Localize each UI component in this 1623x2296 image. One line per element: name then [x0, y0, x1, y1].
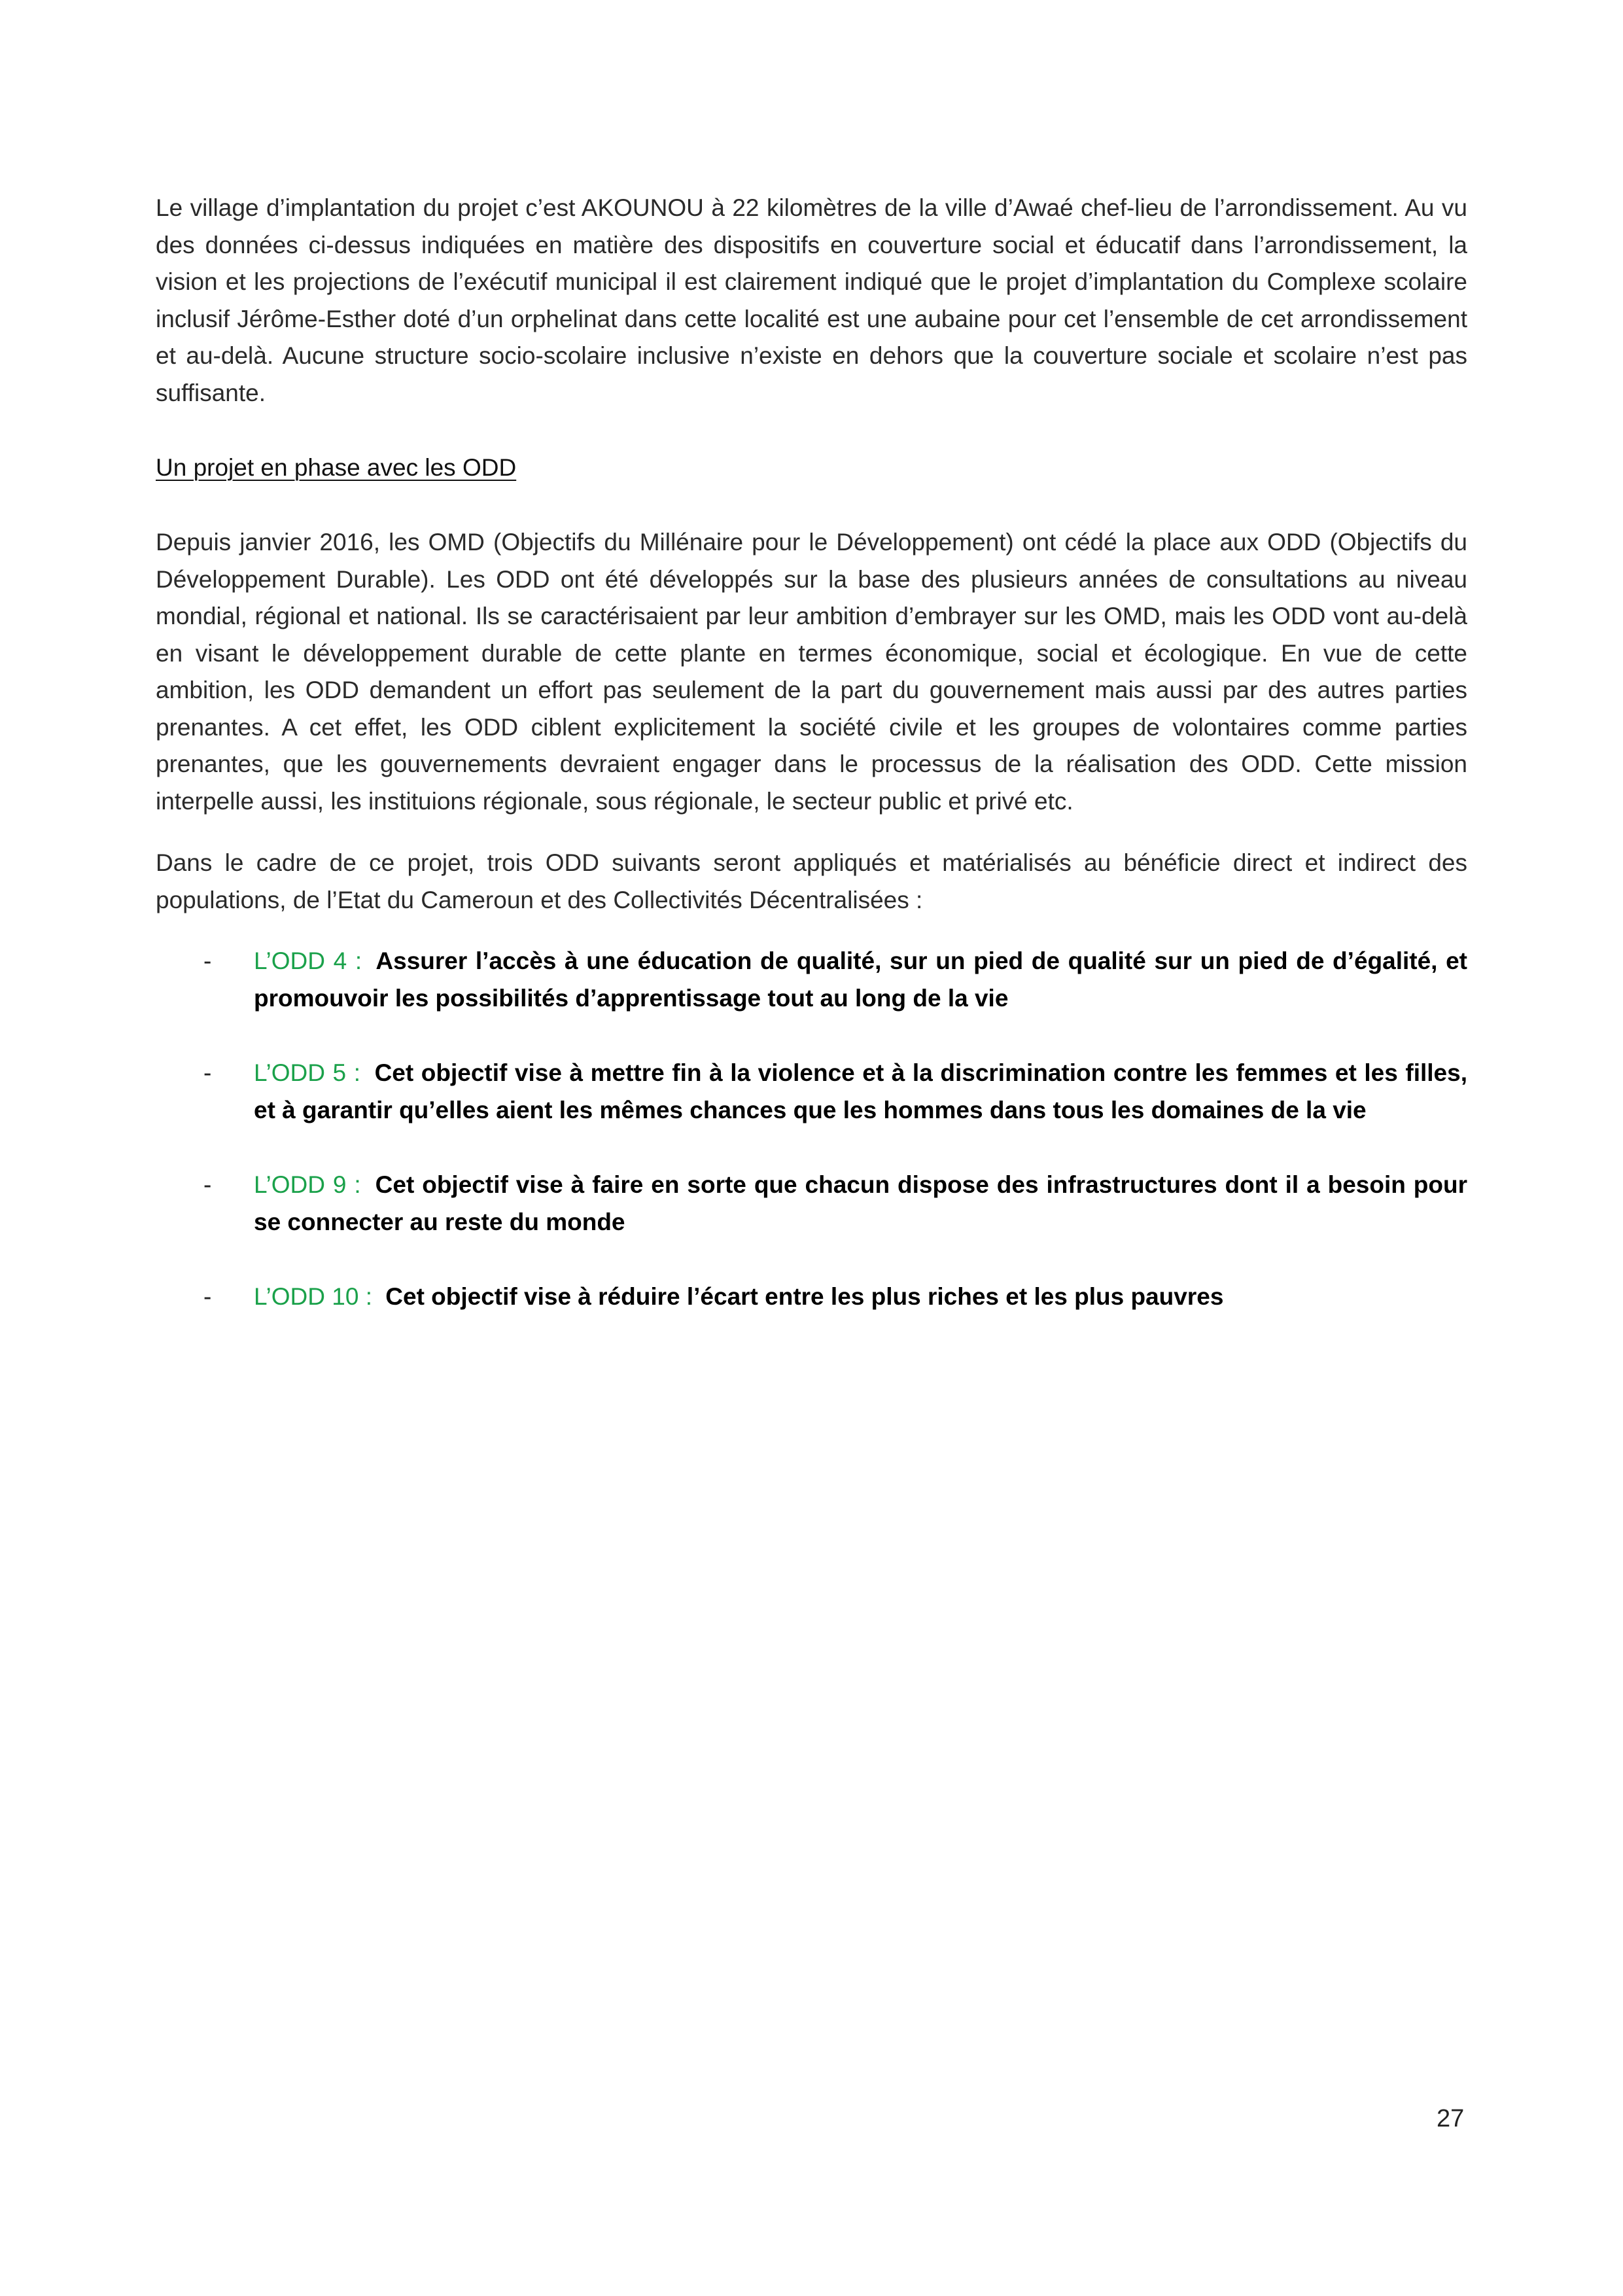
odd-code-label: L’ODD 4 :	[254, 947, 362, 974]
intro-paragraph: Le village d’implantation du projet c’est AKOUNOU à 22 kilomètres de la ville d’Awaé chef-lieu de l’arrondissement. Au vu des données ci-dessus indiquées en matière des dispositifs en couverture social et éducatif dans l’arrondissement, la vision et les projections de l’exécutif municipal il est clairement indiqué que le projet d’implantation du Complexe scolaire inclusif Jérôme-Esther doté d’un orphelinat dans cette localité est une aubaine pour cet l’ensemble de cet arrondissement et au-delà. Aucune structure socio-scolaire inclusive n’existe en dehors que la couverture sociale et scolaire n’est pas suffisante.	[156, 194, 1467, 406]
odd-description: Assurer l’accès à une éducation de qualité, sur un pied de qualité sur un pied de d’égalité, et promouvoir les possibilités d’apprentissage tout au long de la vie	[254, 947, 1467, 1012]
odd-description: Cet objectif vise à faire en sorte que chacun dispose des infrastructures dont il a besoin pour se connecter au reste du monde	[254, 1171, 1468, 1235]
odd-list	[156, 942, 1467, 1315]
list-dash: -	[203, 1171, 212, 1198]
odd-list-item-5	[156, 1054, 1467, 1129]
section-heading: Un projet en phase avec les ODD	[156, 454, 517, 481]
page-number: 27	[1437, 2105, 1465, 2132]
odd-code-label: L’ODD 5 :	[254, 1059, 360, 1086]
list-dash: -	[203, 1283, 212, 1310]
odd-description: Cet objectif vise à réduire l’écart entre les plus riches et les plus pauvres	[385, 1283, 1224, 1310]
list-dash: -	[203, 1059, 212, 1086]
odd-list-item-10	[156, 1278, 1467, 1315]
list-dash: -	[203, 947, 212, 974]
omd-odd-paragraph: Depuis janvier 2016, les OMD (Objectifs du Millénaire pour le Développement) ont cédé la place aux ODD (Objectifs du Développement Durable). Les ODD ont été développés sur la base des plusieurs années de consultations au niveau mondial, régional et national. Ils se caractérisaient par leur ambition d’embrayer sur les OMD, mais les ODD vont au-delà en visant le développement durable de cette plante en termes économique, social et écologique. En vue de cette ambition, les ODD demandent un effort pas seulement de la part du gouvernement mais aussi par des autres parties prenantes. A cet effet, les ODD ciblent explicitement la société civile et les groupes de volontaires comme parties prenantes, que les gouvernements devraient engager dans le processus de la réalisation des ODD. Cette mission interpelle aussi, les instituions régionale, sous régionale, le secteur public et privé etc.	[156, 529, 1467, 815]
odd-code-label: L’ODD 9 :	[254, 1171, 361, 1198]
odd-list-item-9	[156, 1166, 1467, 1241]
odd-description: Cet objectif vise à mettre fin à la violence et à la discrimination contre les femmes et les filles, et à garantir qu’elles aient les mêmes chances que les hommes dans tous les domaines de la vie	[254, 1059, 1467, 1123]
odd-list-item-4	[156, 942, 1467, 1017]
document-page	[156, 190, 1467, 1352]
odd-code-label: L’ODD 10 :	[254, 1283, 372, 1310]
project-odd-paragraph: Dans le cadre de ce projet, trois ODD suivants seront appliqués et matérialisés au bénéficie direct et indirect des populations, de l’Etat du Cameroun et des Collectivités Décentralisées :	[156, 849, 1467, 913]
